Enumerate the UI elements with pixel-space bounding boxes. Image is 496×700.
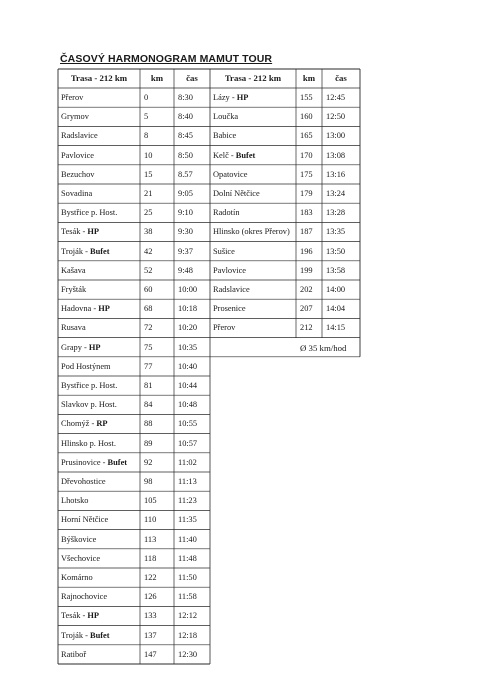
stop-time: 10:57 [178, 438, 198, 448]
stop-name [61, 343, 101, 353]
stop-name [61, 170, 95, 180]
stop-km: 21 [144, 189, 153, 198]
stop-km: 98 [144, 477, 153, 486]
stop-time: 11:40 [178, 534, 197, 544]
stop-km: 160 [300, 112, 313, 122]
stop-name-text: Bezuchov [61, 169, 95, 179]
stop-km: 25 [144, 208, 153, 218]
stop-km: 75 [144, 342, 153, 352]
stop-km: 42 [144, 246, 153, 256]
stop-km: 8 [144, 131, 149, 141]
stop-name-text: Tesák - [61, 611, 88, 621]
stop-time: 14:04 [326, 304, 346, 314]
stop-time: 12:12 [178, 611, 198, 621]
stop-km: 147 [144, 649, 157, 659]
stop-name-text: Přerov [213, 323, 236, 333]
stop-name-text: Ratiboř [61, 649, 87, 659]
stop-name-text: Loučka [213, 112, 239, 122]
stop-time: 11:35 [178, 515, 197, 525]
stop-name-text: Troják - [61, 246, 91, 256]
stop-time: 8:30 [178, 93, 193, 102]
stop-name [61, 266, 86, 276]
stop-name [61, 304, 110, 314]
stop-name-text: Radotín [213, 208, 240, 218]
stop-km: 170 [300, 150, 313, 160]
stop-km: 155 [300, 93, 313, 102]
stop-time: 13:00 [326, 131, 346, 141]
stop-time: 11:58 [178, 592, 197, 602]
stop-km: 207 [300, 304, 313, 314]
average-speed: Ø 35 km/hod [300, 342, 347, 353]
stop-name-text: Kašava [61, 265, 86, 275]
stop-name-text: Hlinsko p. Host. [61, 438, 116, 448]
stop-name [213, 208, 240, 218]
stop-time: 8:45 [178, 131, 193, 141]
stop-name [213, 93, 248, 103]
stop-name [61, 535, 96, 545]
stop-name [213, 170, 247, 180]
stop-name-text: Kelč - [213, 150, 236, 160]
stop-name-text: Prosenice [213, 304, 246, 314]
stop-km: 118 [144, 553, 157, 563]
stop-name-text: Horní Nětčice [61, 515, 109, 525]
stop-time: 9:37 [178, 246, 193, 256]
stop-name [213, 304, 246, 314]
stop-name-text: Hlinsko (okres Přerov) [213, 227, 290, 237]
stop-time: 10:00 [178, 285, 198, 294]
stop-name-text: Radslavice [61, 131, 98, 141]
stop-name-text: Pavlovice [61, 150, 95, 160]
stop-name [61, 112, 89, 122]
column-header-route: Trasa - 212 km [70, 73, 128, 83]
stop-name-text: Grapy - [61, 342, 89, 352]
stop-name-text: Bystřice p. Host. [61, 208, 118, 218]
stop-name [61, 247, 110, 257]
stop-name-text: Babice [213, 131, 237, 141]
stop-marker: HP [98, 304, 110, 314]
stop-km: 179 [300, 189, 313, 198]
stop-name-text: Přerov [61, 93, 84, 102]
stop-name-text: Rajnochovice [61, 592, 108, 602]
stop-marker: Bufet [107, 457, 128, 467]
stop-name-text: Všechovice [61, 553, 101, 563]
stop-name [213, 151, 255, 161]
stop-time: 12:45 [326, 93, 346, 102]
stop-name-text: Pod Hostýnem [61, 361, 111, 371]
stop-marker: HP [88, 342, 101, 352]
stop-name-text: Tesák - [61, 227, 88, 237]
stop-marker: HP [236, 93, 249, 102]
stop-time: 10:55 [178, 419, 198, 429]
stop-name [61, 515, 108, 525]
stop-km: 202 [300, 285, 313, 294]
stop-name-text: Opatovice [213, 169, 248, 179]
stop-km: 105 [144, 496, 157, 506]
stop-time: 13:35 [326, 227, 346, 237]
stop-km: 133 [144, 611, 157, 621]
stop-km: 113 [144, 534, 157, 544]
stop-km: 15 [144, 169, 153, 179]
stop-time: 10:40 [178, 361, 198, 371]
stop-marker: HP [87, 227, 100, 237]
stop-km: 196 [300, 246, 313, 256]
stop-km: 0 [144, 93, 149, 102]
stop-name [61, 131, 98, 141]
column-header-time: čas [186, 73, 198, 83]
stop-name [213, 285, 250, 295]
stop-name-text: Troják - [61, 630, 91, 640]
stop-name-text: Dřevohostice [61, 477, 106, 486]
stop-name [61, 592, 107, 602]
stop-time: 10:18 [178, 304, 198, 314]
stop-km: 52 [144, 265, 153, 275]
stop-time: 12:18 [178, 630, 198, 640]
stop-km: 60 [144, 285, 153, 294]
stop-time: 8:50 [178, 150, 193, 160]
stop-name [61, 362, 111, 372]
stop-km: 89 [144, 438, 153, 448]
stop-time: 10:35 [178, 342, 198, 352]
stop-time: 13:28 [326, 208, 346, 218]
column-header-km: km [150, 73, 164, 83]
stop-name-text: Prusinovice - [61, 457, 108, 467]
stop-km: 5 [144, 112, 149, 122]
stop-name [61, 208, 117, 218]
stop-km: 68 [144, 304, 153, 314]
stop-time: 13:58 [326, 265, 346, 275]
stop-marker: Bufet [235, 150, 256, 160]
stop-km: 72 [144, 323, 153, 333]
stop-name-text: Radslavice [213, 285, 250, 294]
stop-name-text: Grymov [61, 112, 89, 122]
stop-name [213, 266, 246, 276]
stop-name [61, 151, 94, 161]
stop-km: 81 [144, 381, 153, 390]
stop-name-text: Býškovice [61, 534, 97, 544]
stop-time: 11:23 [178, 496, 197, 506]
stop-time: 10:20 [178, 323, 198, 333]
stop-name-text: Komárno [61, 573, 93, 582]
stop-name [213, 189, 260, 199]
stop-name-text: Lázy - [213, 93, 237, 102]
stop-name [213, 131, 236, 141]
stop-name-text: Bystřice p. Host. [61, 381, 118, 390]
stop-name [213, 323, 235, 333]
stop-name [61, 496, 88, 506]
stop-name [213, 112, 238, 122]
stop-time: 13:08 [326, 150, 346, 160]
stop-name [61, 323, 86, 333]
stop-time: 13:16 [326, 169, 346, 179]
stop-name [61, 650, 86, 660]
stop-name-text: Dolní Nětčice [213, 189, 260, 198]
stop-marker: Bufet [90, 630, 110, 640]
stop-time: 12:30 [178, 649, 198, 659]
stop-name [61, 227, 99, 237]
stop-name-text: Pavlovice [213, 265, 247, 275]
stop-km: 92 [144, 457, 153, 467]
stop-name [61, 631, 110, 641]
stop-time: 10:44 [178, 381, 198, 390]
stop-time: 11:48 [178, 553, 197, 563]
stop-time: 14:00 [326, 285, 346, 294]
stop-km: 122 [144, 573, 157, 582]
stop-time: 11:50 [178, 573, 197, 582]
stop-time: 9:48 [178, 265, 193, 275]
stop-km: 187 [300, 227, 313, 237]
stop-name-text: Rusava [61, 323, 86, 333]
stop-name [61, 285, 86, 295]
stop-name-text: Hadovna - [61, 304, 99, 314]
stop-name [61, 458, 127, 468]
stop-km: 10 [144, 150, 153, 160]
stop-time: 10:48 [178, 400, 198, 410]
stop-name-text: Sovadina [61, 189, 93, 198]
stop-time: 11:02 [178, 457, 197, 467]
stop-marker: RP [96, 419, 108, 429]
stop-time: 9:10 [178, 208, 193, 218]
stop-time: 14:15 [326, 323, 346, 333]
stop-name-text: Slavkov p. Host. [61, 400, 117, 410]
stop-time: 8.57 [178, 169, 193, 179]
stop-time: 9:05 [178, 189, 193, 198]
stop-name [61, 189, 92, 199]
stop-km: 38 [144, 227, 153, 237]
stop-name [61, 93, 83, 103]
stop-km: 137 [144, 630, 157, 640]
stop-time: 13:24 [326, 189, 346, 198]
stop-km: 165 [300, 131, 313, 141]
stop-name-text: Lhotsko [61, 496, 89, 506]
stop-time: 9:30 [178, 227, 193, 237]
column-header-time: čas [335, 73, 347, 83]
stop-km: 183 [300, 208, 313, 218]
stop-name-text: Fryšták [61, 285, 87, 294]
stop-km: 199 [300, 265, 313, 275]
stop-time: 8:40 [178, 112, 193, 122]
stop-km: 212 [300, 323, 313, 333]
stop-name [61, 611, 99, 621]
stop-km: 110 [144, 515, 157, 525]
stop-time: 11:13 [178, 477, 197, 486]
stop-name [61, 400, 117, 410]
stop-name [213, 247, 235, 257]
stop-marker: Bufet [90, 246, 110, 256]
column-header-km: km [302, 73, 316, 83]
document-title: ČASOVÝ HARMONOGRAM MAMUT TOUR [60, 53, 273, 65]
stop-km: 77 [144, 361, 153, 371]
stop-km: 126 [144, 592, 157, 602]
stop-km: 84 [144, 400, 153, 410]
stop-km: 175 [300, 169, 313, 179]
stop-name-text: Chomýž - [61, 419, 97, 429]
stop-name [61, 381, 117, 391]
stop-time: 13:50 [326, 246, 346, 256]
column-header-route: Trasa - 212 km [224, 73, 282, 83]
stop-name-text: Sušice [213, 246, 235, 256]
stop-name [61, 477, 106, 487]
stop-name [61, 419, 108, 429]
stop-name [213, 227, 290, 237]
stop-time: 12:50 [326, 112, 346, 122]
stop-marker: HP [87, 611, 100, 621]
stop-name [61, 554, 100, 564]
stop-name [61, 439, 116, 449]
stop-name [61, 573, 93, 583]
stop-km: 88 [144, 419, 153, 429]
